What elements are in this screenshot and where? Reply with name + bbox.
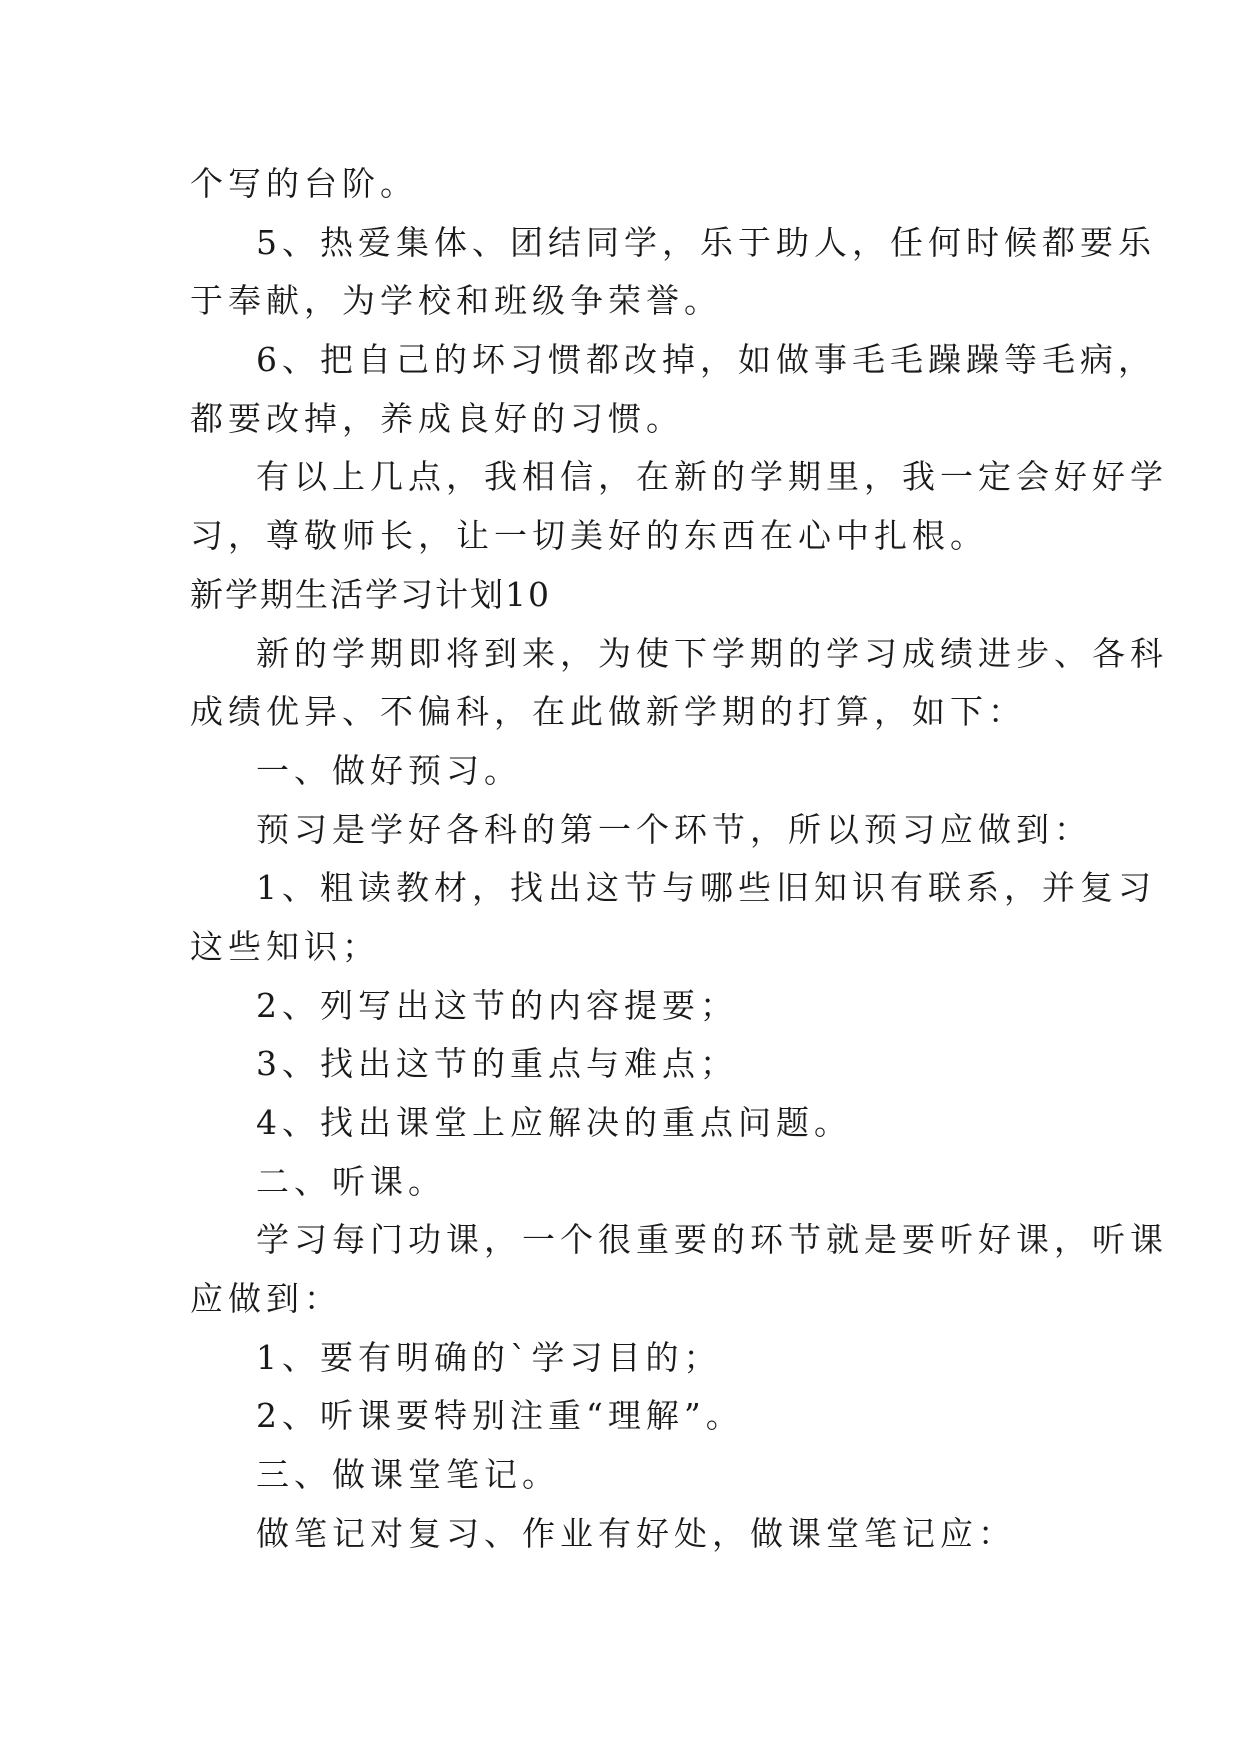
paragraph-line: 习，尊敬师长，让一切美好的东西在心中扎根。 xyxy=(190,516,988,556)
list-item: 3、找出这节的重点与难点； xyxy=(256,1044,738,1084)
paragraph-line: 新的学期即将到来，为使下学期的学习成绩进步、各科 xyxy=(256,633,1168,673)
subsection-heading: 二、听课。 xyxy=(256,1161,446,1201)
document-body xyxy=(190,155,1168,1564)
paragraph-line: 学习每门功课，一个很重要的环节就是要听好课，听课 xyxy=(256,1220,1168,1260)
subsection-heading: 三、做课堂笔记。 xyxy=(256,1455,560,1495)
paragraph-line: 做笔记对复习、作业有好处，做课堂笔记应： xyxy=(256,1513,1016,1553)
paragraph-line: 6、把自己的坏习惯都改掉，如做事毛毛躁躁等毛病， xyxy=(256,340,1156,380)
list-item: 1、粗读教材，找出这节与哪些旧知识有联系，并复习 xyxy=(256,868,1156,908)
paragraph-line: 有以上几点，我相信，在新的学期里，我一定会好好学 xyxy=(256,457,1168,497)
paragraph-line: 5、热爱集体、团结同学，乐于助人，任何时候都要乐 xyxy=(256,222,1156,262)
list-item: 4、找出课堂上应解决的重点问题。 xyxy=(256,1103,852,1142)
section-heading: 新学期生活学习计划10 xyxy=(190,574,551,614)
list-item: 2、听课要特别注重“理解”。 xyxy=(256,1396,744,1436)
paragraph-line: 于奉献，为学校和班级争荣誉。 xyxy=(190,281,722,321)
list-item: 2、列写出这节的内容提要； xyxy=(256,985,738,1025)
list-item-continuation: 这些知识； xyxy=(190,926,380,966)
paragraph-line: 都要改掉，养成良好的习惯。 xyxy=(190,398,684,438)
paragraph-line: 个写的台阶。 xyxy=(190,164,418,203)
paragraph-line: 预习是学好各科的第一个环节，所以预习应做到： xyxy=(256,809,1092,849)
paragraph-line: 成绩优异、不偏科，在此做新学期的打算，如下： xyxy=(190,692,1026,732)
paragraph-line: 应做到： xyxy=(190,1279,342,1319)
subsection-heading: 一、做好预习。 xyxy=(256,750,522,790)
list-item: 1、要有明确的`学习目的； xyxy=(256,1337,722,1377)
